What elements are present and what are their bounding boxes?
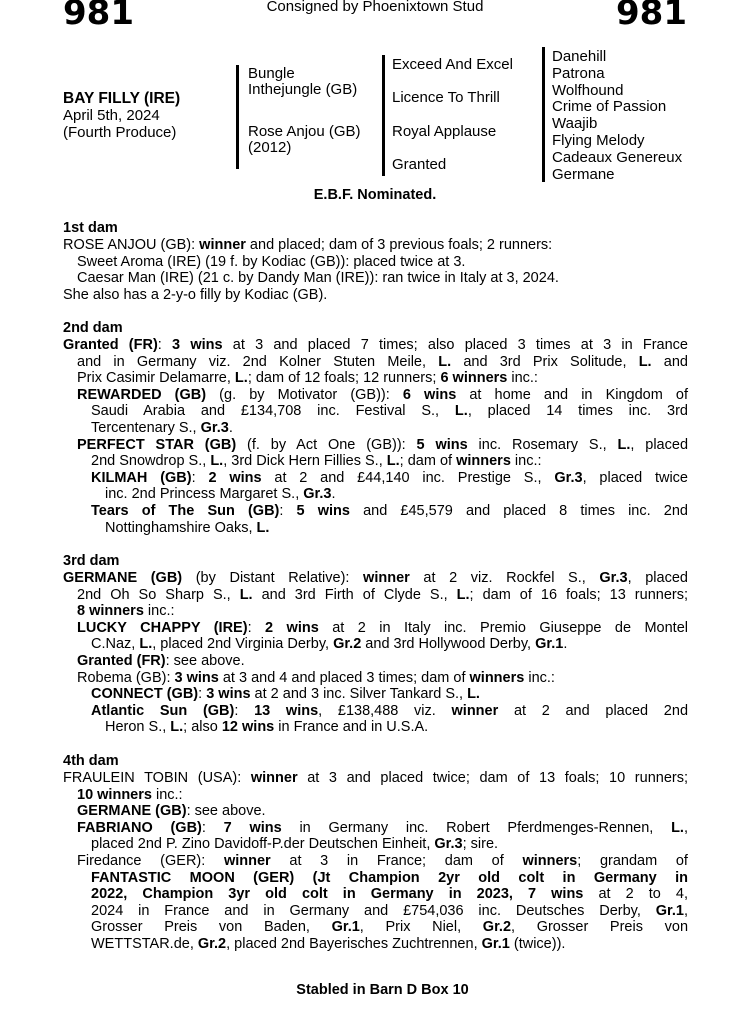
produce-line: 2024 in France and in Germany and £754,036 inc. Deutsches Derby, Gr.1, [91,902,688,919]
gen2-3: Royal Applause [392,123,497,140]
lot-number-left: 981 [63,0,134,33]
produce-line: Robema (GB): 3 wins at 3 and 4 and placed 3 times; dam of winners inc.: [77,669,555,686]
produce-line: Tears of The Sun (GB): 5 wins and £45,579 and placed 8 times inc. 2nd [91,502,688,519]
gen2-4: Granted [392,156,447,173]
gen3-1: Danehill [552,48,607,65]
note-line: She also has a 2-y-o filly by Kodiac (GB). [63,286,328,303]
section-title: 1st dam [63,220,118,236]
dam-line: FRAULEIN TOBIN (USA): winner at 3 and placed twice; dam of 13 foals; 10 runners; [63,770,688,786]
gen3-8: Germane [552,165,615,183]
gen2-2: Licence To Thrill [392,89,500,106]
produce-line: FANTASTIC MOON (GER) (Jt Champion 2yr old colt in Germany in [91,869,688,886]
gen3-6: Flying Melody [552,131,645,149]
dam-line: 10 winners inc.: [77,786,183,803]
produce-line: C.Naz, L., placed 2nd Virginia Derby, Gr.2 and 3rd Hollywood Derby, Gr.1. [91,636,568,653]
section-first-dam [63,220,688,303]
gen3-3: Wolfhound [552,81,624,99]
produce-line: WETTSTAR.de, Gr.2, placed 2nd Bayerisches Zuchtrennen, Gr.1 (twice)). [91,935,566,952]
horse-dob: April 5th, 2024 [63,107,160,124]
produce-line: Heron S., L.; also 12 wins in France and in U.S.A. [105,719,429,736]
produce-line: FABRIANO (GB): 7 wins in Germany inc. Robert Pferdmenges-Rennen, L., [77,819,688,836]
section-title: 4th dam [63,753,119,769]
dam-line: 2nd Oh So Sharp S., L. and 3rd Firth of Clyde S., L.; dam of 16 foals; 13 runners; [77,586,688,603]
dam-line: and in Germany viz. 2nd Kolner Stuten Meile, L. and 3rd Prix Solitude, L. and [77,353,688,370]
produce-line: Firedance (GER): winner at 3 in France; dam of winners; grandam of [77,852,688,869]
foal-line: Sweet Aroma (IRE) (19 f. by Kodiac (GB)): placed twice at 3. [77,253,466,270]
gen3-5: Waajib [552,115,598,133]
dam-name: Rose Anjou (GB) [248,123,361,140]
gen3-list [552,49,682,183]
gen3-4: Crime of Passion [552,98,667,116]
foal-line: Caesar Man (IRE) (21 c. by Dandy Man (IRE)): ran twice in Italy at 3, 2024. [77,270,559,287]
produce-line: CONNECT (GB): 3 wins at 2 and 3 inc. Silver Tankard S., L. [91,686,480,703]
sire-sire: Bungle [248,65,295,82]
pedigree-bar-1 [236,65,239,169]
produce-line: 2022, Champion 3yr old colt in Germany in 2023, 7 wins at 2 to 4, [91,886,688,903]
produce-line: Granted (FR): see above. [77,652,245,669]
lot-number-right: 981 [616,0,687,33]
consignor: Consigned by Phoenixtown Stud [266,0,484,15]
horse-info [63,90,180,141]
sire-name: Inthejungle (GB) [248,81,358,98]
produce-line: KILMAH (GB): 2 wins at 2 and £44,140 inc. Prestige S., Gr.3, placed twice [91,469,688,486]
produce-line: Atlantic Sun (GB): 13 wins, £138,488 viz. winner at 2 and placed 2nd [91,702,689,719]
dam-year: (2012) [248,139,292,156]
produce-line: Saudi Arabia and £134,708 inc. Festival S., L., placed 14 times inc. 3rd [91,403,688,420]
produce-line: Grosser Preis von Baden, Gr.1, Prix Niel, Gr.2, Grosser Preis von [91,919,689,936]
section-third-dam [63,553,688,736]
produce-line: GERMANE (GB): see above. [77,803,266,820]
pedigree-bar-3 [542,47,545,182]
horse-name: BAY FILLY (IRE) [63,90,181,107]
dam-line: 8 winners inc.: [77,603,175,620]
pedigree-bar-2 [382,55,385,176]
section-title: 2nd dam [63,320,123,336]
produce-line: LUCKY CHAPPY (IRE): 2 wins at 2 in Italy inc. Premio Giuseppe de Montel [77,619,688,636]
section-second-dam [63,320,688,536]
pedigree-sire [248,66,357,98]
dam-line: Prix Casimir Delamarre, L.; dam of 12 foals; 12 runners; 6 winners inc.: [77,370,538,387]
gen2-1: Exceed And Excel [392,56,513,73]
ebf-nominated: E.B.F. Nominated. [313,187,437,203]
pedigree-dam [248,124,361,156]
produce-line: PERFECT STAR (GB) (f. by Act One (GB)): 5 wins inc. Rosemary S., L., placed [77,436,689,453]
horse-produce: (Fourth Produce) [63,124,177,141]
produce-line: placed 2nd P. Zino Davidoff-P.der Deutschen Einheit, Gr.3; sire. [91,836,499,853]
section-fourth-dam [63,753,688,953]
produce-line: 2nd Snowdrop S., L., 3rd Dick Hern Fillies S., L.; dam of winners inc.: [91,453,542,470]
dam-line: Granted (FR): 3 wins at 3 and placed 7 times; also placed 3 times at 3 in France [63,337,688,353]
gen3-7: Cadeaux Genereux [552,148,683,166]
produce-line: Nottinghamshire Oaks, L. [105,519,270,536]
produce-line: REWARDED (GB) (g. by Motivator (GB)): 6 wins at home and in Kingdom of [77,386,688,403]
stabled-location: Stabled in Barn D Box 10 [296,982,469,998]
section-title: 3rd dam [63,553,120,569]
produce-line: Tercentenary S., Gr.3. [91,419,233,436]
produce-line: inc. 2nd Princess Margaret S., Gr.3. [105,486,336,503]
dam-line: ROSE ANJOU (GB): winner and placed; dam of 3 previous foals; 2 runners: [63,237,553,253]
gen3-2: Patrona [552,64,605,82]
dam-line: GERMANE (GB) (by Distant Relative): winner at 2 viz. Rockfel S., Gr.3, placed [63,570,688,586]
